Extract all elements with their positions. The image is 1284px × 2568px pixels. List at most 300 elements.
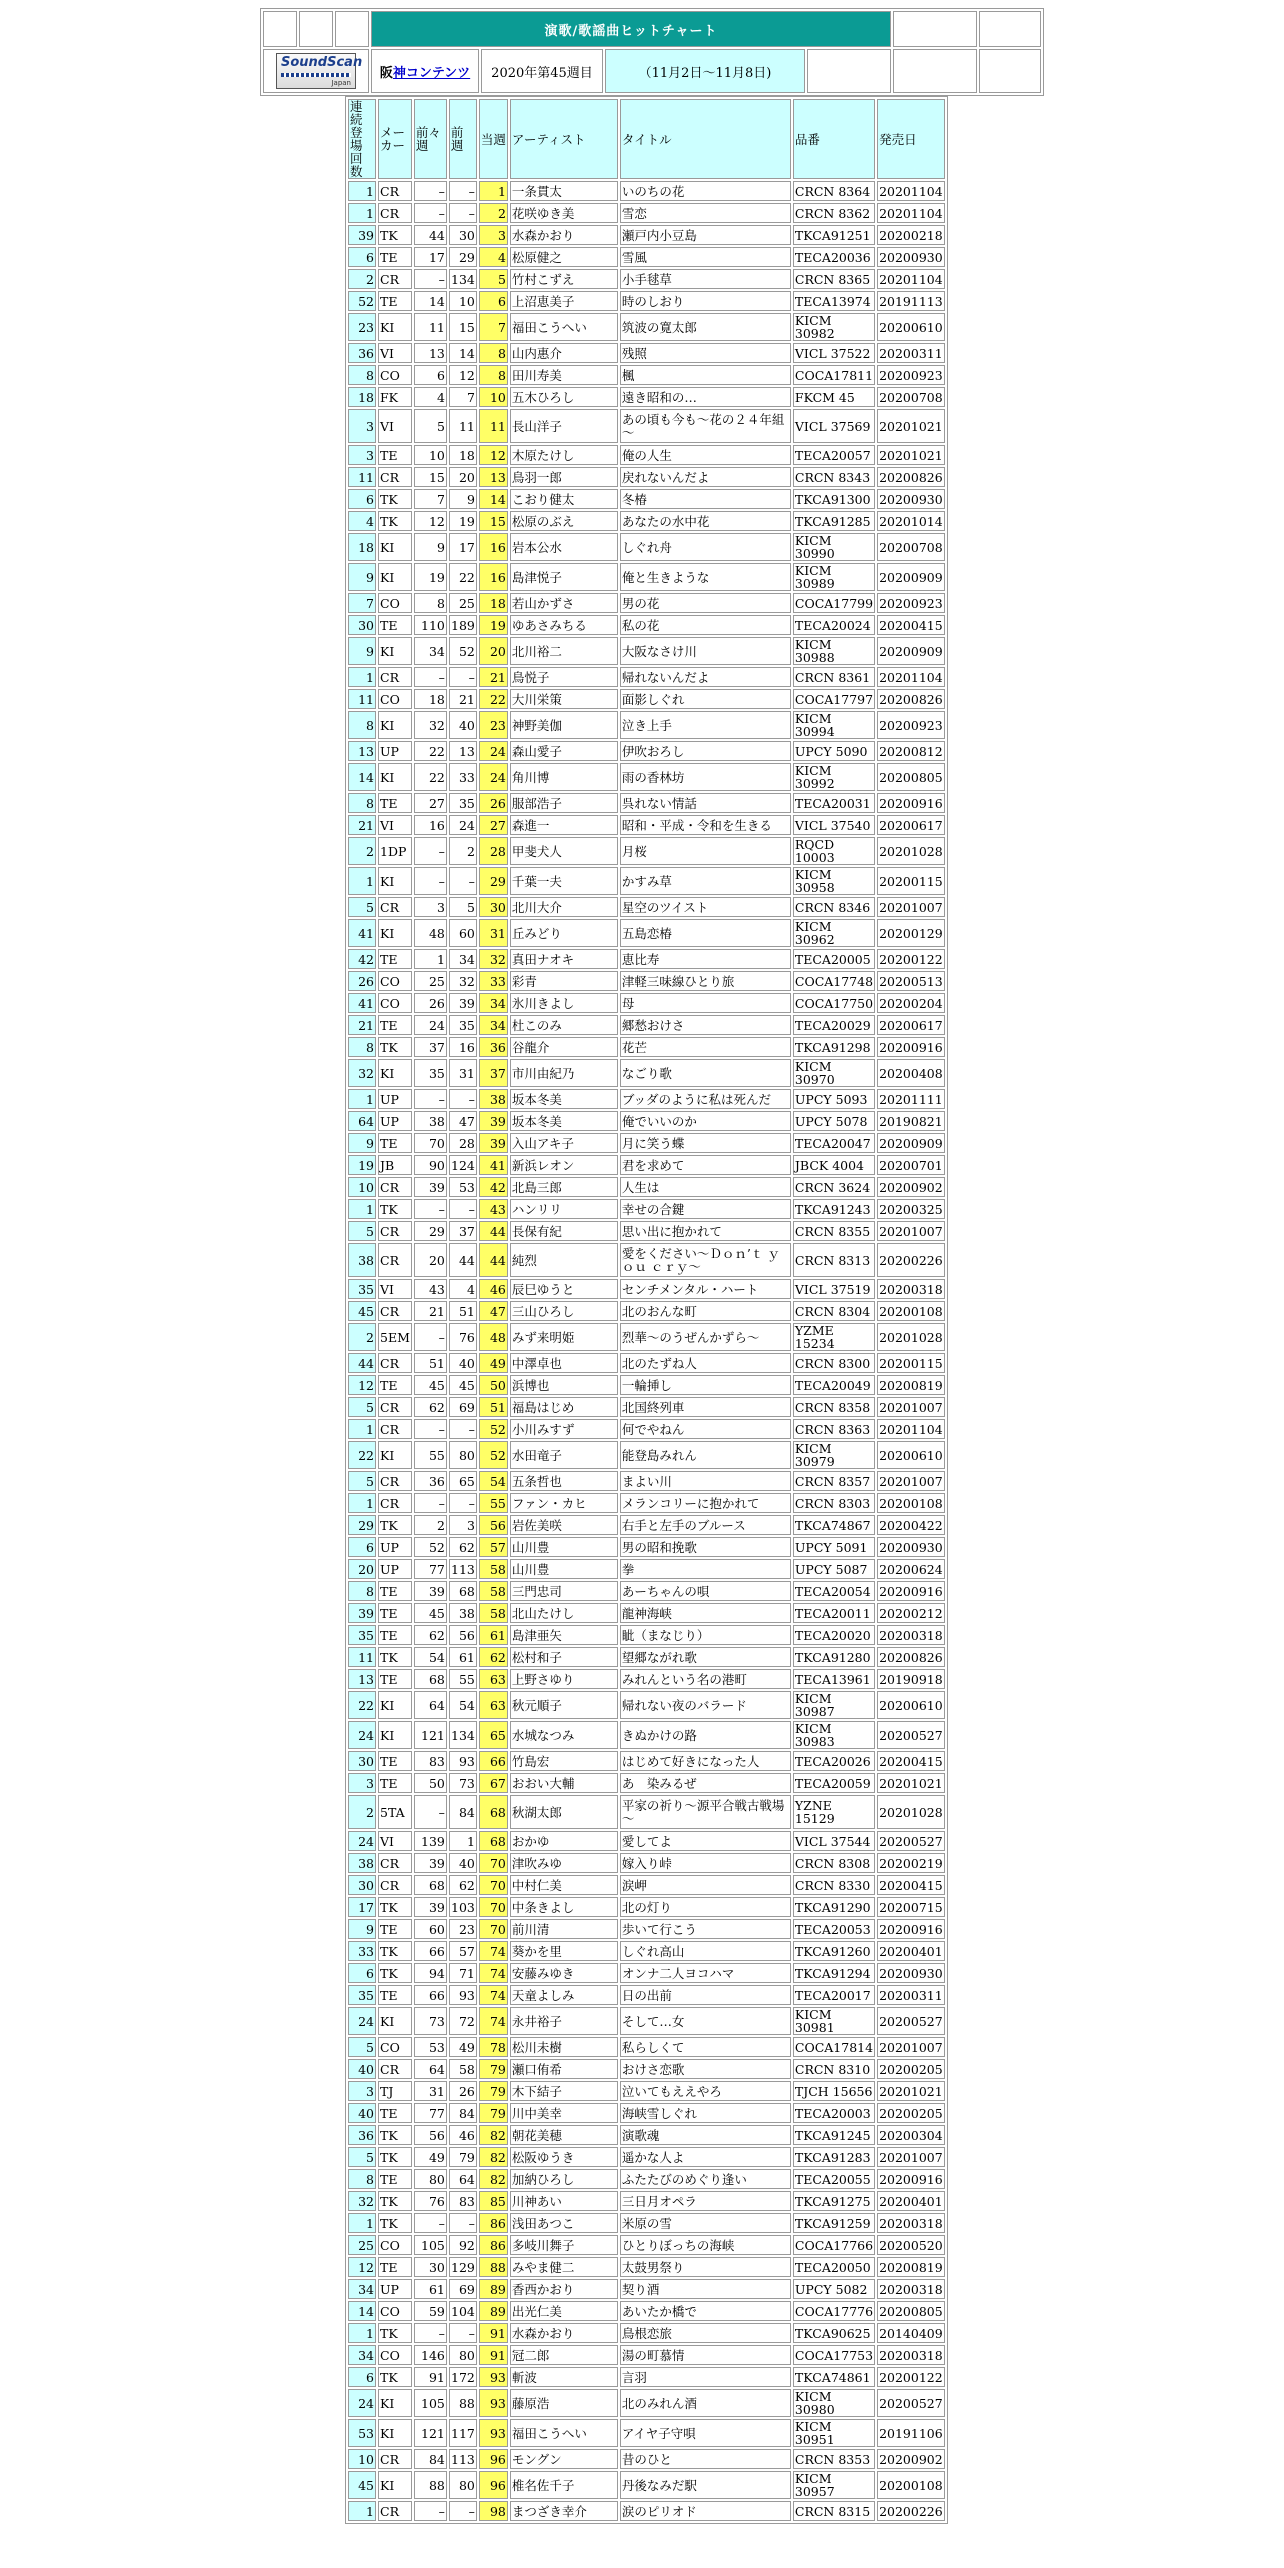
cell-maker: VI: [378, 815, 412, 835]
cell-this-week: 52: [479, 1419, 508, 1439]
cell-maker: CO: [378, 2037, 412, 2057]
cell-catalog: TECA20049: [793, 1375, 875, 1395]
cell-two-weeks-ago: 105: [414, 2235, 447, 2255]
cell-streak: 35: [348, 1279, 376, 1299]
cell-streak: 45: [348, 1301, 376, 1321]
cell-last-week: 34: [449, 949, 477, 969]
cell-two-weeks-ago: 77: [414, 2103, 447, 2123]
cell-streak: 8: [348, 793, 376, 813]
cell-release-date: 20200527: [877, 1831, 945, 1851]
cell-release-date: 20201014: [877, 511, 945, 531]
cell-last-week: 54: [449, 1691, 477, 1719]
cell-title: 昭和・平成・令和を生きる: [620, 815, 791, 835]
cell-artist: 天童よしみ: [510, 1985, 618, 2005]
table-row: [348, 489, 945, 509]
cell-release-date: 20200923: [877, 365, 945, 385]
cell-last-week: 61: [449, 1647, 477, 1667]
table-row: [348, 2301, 945, 2321]
cell-artist: 山川豊: [510, 1537, 618, 1557]
cell-streak: 3: [348, 445, 376, 465]
cell-title: 一輪挿し: [620, 1375, 791, 1395]
cell-this-week: 20: [479, 637, 508, 665]
cell-catalog: TKCA74861: [793, 2367, 875, 2387]
cell-artist: 松川未樹: [510, 2037, 618, 2057]
cell-two-weeks-ago: 45: [414, 1375, 447, 1395]
cell-title: 面影しぐれ: [620, 689, 791, 709]
cell-last-week: 88: [449, 2389, 477, 2417]
cell-catalog: UPCY 5078: [793, 1111, 875, 1131]
table-row: [348, 1603, 945, 1623]
cell-this-week: 74: [479, 2007, 508, 2035]
cell-this-week: 89: [479, 2301, 508, 2321]
cell-streak: 8: [348, 2169, 376, 2189]
header-row: [348, 99, 945, 179]
cell-this-week: 82: [479, 2125, 508, 2145]
cell-two-weeks-ago: 39: [414, 1853, 447, 1873]
cell-streak: 39: [348, 225, 376, 245]
cell-maker: CR: [378, 1875, 412, 1895]
cell-streak: 24: [348, 1721, 376, 1749]
cell-maker: TE: [378, 2169, 412, 2189]
cell-catalog: TECA20031: [793, 793, 875, 813]
table-row: [348, 1853, 945, 1873]
cell-release-date: 20201021: [877, 445, 945, 465]
cell-artist: 真田ナオキ: [510, 949, 618, 969]
table-row: [348, 1111, 945, 1131]
cell-last-week: 23: [449, 1919, 477, 1939]
cell-last-week: 32: [449, 971, 477, 991]
cell-artist: 松原健之: [510, 247, 618, 267]
cell-two-weeks-ago: –: [414, 1493, 447, 1513]
cell-last-week: –: [449, 1419, 477, 1439]
cell-two-weeks-ago: 22: [414, 741, 447, 761]
table-row: [348, 897, 945, 917]
cell-streak: 44: [348, 1353, 376, 1373]
cell-maker: TE: [378, 291, 412, 311]
cell-streak: 36: [348, 2125, 376, 2145]
table-row: [348, 247, 945, 267]
cell-catalog: VICL 37522: [793, 343, 875, 363]
cell-last-week: 9: [449, 489, 477, 509]
cell-two-weeks-ago: 66: [414, 1985, 447, 2005]
cell-streak: 13: [348, 1669, 376, 1689]
table-row: [348, 445, 945, 465]
cell-this-week: 63: [479, 1669, 508, 1689]
cell-streak: 40: [348, 2059, 376, 2079]
cell-release-date: 20200401: [877, 2191, 945, 2211]
cell-title: 雪恋: [620, 203, 791, 223]
table-row: [348, 1353, 945, 1373]
cell-release-date: 20200311: [877, 1985, 945, 2005]
cell-maker: TK: [378, 1647, 412, 1667]
cell-release-date: 20200819: [877, 2257, 945, 2277]
cell-catalog: KICM 30987: [793, 1691, 875, 1719]
cell-artist: 市川由紀乃: [510, 1059, 618, 1087]
cell-maker: TE: [378, 1669, 412, 1689]
cell-two-weeks-ago: 43: [414, 1279, 447, 1299]
cell-release-date: 20200401: [877, 1941, 945, 1961]
cell-streak: 32: [348, 1059, 376, 1087]
cell-catalog: KICM 30983: [793, 1721, 875, 1749]
table-row: [348, 1279, 945, 1299]
cell-catalog: TKCA91300: [793, 489, 875, 509]
cell-two-weeks-ago: 8: [414, 593, 447, 613]
cell-this-week: 47: [479, 1301, 508, 1321]
cell-maker: CR: [378, 269, 412, 289]
cell-this-week: 89: [479, 2279, 508, 2299]
cell-maker: CO: [378, 2345, 412, 2365]
cell-title: そして…女: [620, 2007, 791, 2035]
cell-title: ふたたびのめぐり逢い: [620, 2169, 791, 2189]
cell-two-weeks-ago: 52: [414, 1537, 447, 1557]
cell-title: ブッダのように私は死んだ: [620, 1089, 791, 1109]
cell-this-week: 30: [479, 897, 508, 917]
cell-this-week: 74: [479, 1985, 508, 2005]
table-row: [348, 2103, 945, 2123]
table-row: [348, 1493, 945, 1513]
soundscan-logo: [276, 53, 363, 89]
cell-maker: KI: [378, 533, 412, 561]
cell-release-date: 20200325: [877, 1199, 945, 1219]
cell-title: 歩いて行こう: [620, 1919, 791, 1939]
cell-artist: 氷川きよし: [510, 993, 618, 1013]
cell-last-week: 80: [449, 1441, 477, 1469]
cell-last-week: 47: [449, 1111, 477, 1131]
cell-streak: 8: [348, 1581, 376, 1601]
cell-this-week: 86: [479, 2213, 508, 2233]
cell-title: 星空のツイスト: [620, 897, 791, 917]
cell-last-week: 17: [449, 533, 477, 561]
header-spacer: [893, 49, 977, 93]
cell-two-weeks-ago: 2: [414, 1515, 447, 1535]
cell-this-week: 1: [479, 181, 508, 201]
cell-streak: 6: [348, 1537, 376, 1557]
cell-title: 時のしおり: [620, 291, 791, 311]
cell-streak: 5: [348, 2147, 376, 2167]
cell-last-week: 92: [449, 2235, 477, 2255]
table-row: [348, 1985, 945, 2005]
contents-link[interactable]: 神コンテンツ: [392, 65, 471, 81]
cell-title: 筑波の寛太郎: [620, 313, 791, 341]
cell-artist: 松村和子: [510, 1647, 618, 1667]
cell-title: 男の花: [620, 593, 791, 613]
cell-title: 伊吹おろし: [620, 741, 791, 761]
cell-catalog: COCA17753: [793, 2345, 875, 2365]
cell-this-week: 24: [479, 741, 508, 761]
cell-maker: UP: [378, 1089, 412, 1109]
cell-artist: 長山洋子: [510, 409, 618, 443]
cell-maker: TE: [378, 1015, 412, 1035]
cell-two-weeks-ago: 31: [414, 2081, 447, 2101]
cell-this-week: 6: [479, 291, 508, 311]
cell-two-weeks-ago: 17: [414, 247, 447, 267]
cell-maker: KI: [378, 2471, 412, 2499]
col-two-weeks-ago: 前々週: [414, 99, 447, 179]
cell-artist: 三門忠司: [510, 1581, 618, 1601]
table-row: [348, 225, 945, 245]
cell-catalog: CRCN 8310: [793, 2059, 875, 2079]
cell-maker: UP: [378, 741, 412, 761]
cell-artist: 小川みすず: [510, 1419, 618, 1439]
cell-two-weeks-ago: 13: [414, 343, 447, 363]
cell-artist: ファン・カヒ: [510, 1493, 618, 1513]
table-row: [348, 1133, 945, 1153]
table-row: [348, 1831, 945, 1851]
cell-this-week: 5: [479, 269, 508, 289]
cell-artist: 香西かおり: [510, 2279, 618, 2299]
cell-artist: 彩青: [510, 971, 618, 991]
cell-artist: 五条哲也: [510, 1471, 618, 1491]
cell-release-date: 20200909: [877, 1133, 945, 1153]
cell-last-week: 69: [449, 2279, 477, 2299]
header-table: [260, 8, 1044, 96]
cell-this-week: 65: [479, 1721, 508, 1749]
cell-this-week: 79: [479, 2059, 508, 2079]
cell-title: 母: [620, 993, 791, 1013]
cell-two-weeks-ago: 10: [414, 445, 447, 465]
table-row: [348, 1177, 945, 1197]
cell-two-weeks-ago: 91: [414, 2367, 447, 2387]
cell-two-weeks-ago: 59: [414, 2301, 447, 2321]
cell-streak: 64: [348, 1111, 376, 1131]
cell-streak: 1: [348, 667, 376, 687]
cell-this-week: 2: [479, 203, 508, 223]
cell-last-week: 104: [449, 2301, 477, 2321]
cell-streak: 39: [348, 1603, 376, 1623]
cell-streak: 23: [348, 313, 376, 341]
cell-catalog: TECA20017: [793, 1985, 875, 2005]
col-catalog: 品番: [793, 99, 875, 179]
cell-release-date: 20200122: [877, 2367, 945, 2387]
cell-title: 北のたずね人: [620, 1353, 791, 1373]
cell-streak: 1: [348, 1199, 376, 1219]
cell-last-week: 13: [449, 741, 477, 761]
cell-last-week: 39: [449, 993, 477, 1013]
cell-last-week: 134: [449, 1721, 477, 1749]
cell-release-date: 20201028: [877, 1323, 945, 1351]
cell-catalog: VICL 37540: [793, 815, 875, 835]
cell-catalog: UPCY 5082: [793, 2279, 875, 2299]
cell-artist: 川神あい: [510, 2191, 618, 2211]
cell-streak: 1: [348, 1089, 376, 1109]
cell-streak: 5: [348, 1221, 376, 1241]
cell-artist: 大川栄策: [510, 689, 618, 709]
cell-artist: 若山かずさ: [510, 593, 618, 613]
cell-two-weeks-ago: 34: [414, 637, 447, 665]
cell-last-week: 40: [449, 1353, 477, 1373]
table-row: [348, 1419, 945, 1439]
cell-release-date: 20200930: [877, 1537, 945, 1557]
table-row: [348, 1301, 945, 1321]
cell-release-date: 20200610: [877, 313, 945, 341]
cell-maker: 1DP: [378, 837, 412, 865]
cell-this-week: 44: [479, 1221, 508, 1241]
cell-title: あーちゃんの唄: [620, 1581, 791, 1601]
cell-release-date: 20140409: [877, 2323, 945, 2343]
cell-this-week: 93: [479, 2389, 508, 2417]
cell-catalog: TKCA91275: [793, 2191, 875, 2211]
cell-release-date: 20200826: [877, 467, 945, 487]
cell-two-weeks-ago: 1: [414, 949, 447, 969]
cell-release-date: 20201021: [877, 2081, 945, 2101]
cell-last-week: –: [449, 181, 477, 201]
cell-catalog: VICL 37519: [793, 1279, 875, 1299]
cell-title: オンナ二人ヨコハマ: [620, 1963, 791, 1983]
cell-artist: 一条貫太: [510, 181, 618, 201]
table-row: [348, 1037, 945, 1057]
cell-artist: 水森かおり: [510, 225, 618, 245]
cell-title: 右手と左手のブルース: [620, 1515, 791, 1535]
cell-streak: 5: [348, 1471, 376, 1491]
cell-artist: 中澤卓也: [510, 1353, 618, 1373]
table-row: [348, 637, 945, 665]
cell-title: 帰れないんだよ: [620, 667, 791, 687]
cell-maker: VI: [378, 409, 412, 443]
cell-artist: 木原たけし: [510, 445, 618, 465]
cell-this-week: 96: [479, 2471, 508, 2499]
cell-artist: 秋湖太郎: [510, 1795, 618, 1829]
cell-release-date: 20200624: [877, 1559, 945, 1579]
cell-catalog: KICM 30958: [793, 867, 875, 895]
cell-catalog: UPCY 5093: [793, 1089, 875, 1109]
cell-two-weeks-ago: –: [414, 269, 447, 289]
cell-last-week: 73: [449, 1773, 477, 1793]
cell-release-date: 20201104: [877, 181, 945, 201]
cell-last-week: 30: [449, 225, 477, 245]
cell-this-week: 34: [479, 1015, 508, 1035]
cell-last-week: 83: [449, 2191, 477, 2211]
cell-release-date: 20200226: [877, 2501, 945, 2521]
cell-maker: CR: [378, 1221, 412, 1241]
cell-streak: 26: [348, 971, 376, 991]
cell-two-weeks-ago: 12: [414, 511, 447, 531]
cell-two-weeks-ago: –: [414, 2323, 447, 2343]
table-row: [348, 533, 945, 561]
table-row: [348, 1323, 945, 1351]
table-row: [348, 2191, 945, 2211]
cell-artist: 冠二郎: [510, 2345, 618, 2365]
table-row: [348, 409, 945, 443]
cell-artist: 辰巳ゆうと: [510, 1279, 618, 1299]
cell-catalog: CRCN 8308: [793, 1853, 875, 1873]
cell-two-weeks-ago: 39: [414, 1581, 447, 1601]
cell-this-week: 15: [479, 511, 508, 531]
cell-artist: おおい大輔: [510, 1773, 618, 1793]
cell-title: みれんという名の港町: [620, 1669, 791, 1689]
col-release-date: 発売日: [877, 99, 945, 179]
cell-this-week: 93: [479, 2419, 508, 2447]
cell-artist: 五木ひろし: [510, 387, 618, 407]
table-row: [348, 949, 945, 969]
cell-release-date: 20200610: [877, 1691, 945, 1719]
cell-this-week: 55: [479, 1493, 508, 1513]
table-row: [348, 615, 945, 635]
table-row: [348, 1669, 945, 1689]
cell-this-week: 96: [479, 2449, 508, 2469]
cell-release-date: 20201021: [877, 409, 945, 443]
cell-maker: TE: [378, 1751, 412, 1771]
table-row: [348, 741, 945, 761]
cell-release-date: 20201104: [877, 667, 945, 687]
cell-streak: 2: [348, 269, 376, 289]
cell-maker: TK: [378, 2191, 412, 2211]
cell-release-date: 20201007: [877, 1221, 945, 1241]
cell-streak: 30: [348, 615, 376, 635]
cell-two-weeks-ago: 64: [414, 1691, 447, 1719]
cell-streak: 5: [348, 2037, 376, 2057]
cell-title: 北の灯り: [620, 1897, 791, 1917]
cell-two-weeks-ago: 15: [414, 467, 447, 487]
cell-title: なごり歌: [620, 1059, 791, 1087]
cell-maker: KI: [378, 2389, 412, 2417]
table-row: [348, 1751, 945, 1771]
cell-release-date: 20201007: [877, 2037, 945, 2057]
cell-maker: VI: [378, 1279, 412, 1299]
cell-artist: 水城なつみ: [510, 1721, 618, 1749]
cell-streak: 5: [348, 897, 376, 917]
cell-streak: 5: [348, 1397, 376, 1417]
cell-maker: KI: [378, 1059, 412, 1087]
cell-last-week: 20: [449, 467, 477, 487]
cell-release-date: 20200923: [877, 593, 945, 613]
cell-two-weeks-ago: 36: [414, 1471, 447, 1491]
cell-artist: 三山ひろし: [510, 1301, 618, 1321]
cell-maker: VI: [378, 1831, 412, 1851]
cell-last-week: 93: [449, 1751, 477, 1771]
cell-two-weeks-ago: 21: [414, 1301, 447, 1321]
cell-streak: 38: [348, 1853, 376, 1873]
cell-catalog: TECA20020: [793, 1625, 875, 1645]
cell-streak: 10: [348, 1177, 376, 1197]
cell-artist: 北川大介: [510, 897, 618, 917]
cell-catalog: TKCA74867: [793, 1515, 875, 1535]
table-row: [348, 1773, 945, 1793]
cell-two-weeks-ago: 62: [414, 1625, 447, 1645]
cell-title: 海峡雪しぐれ: [620, 2103, 791, 2123]
cell-maker: TJ: [378, 2081, 412, 2101]
cell-streak: 36: [348, 343, 376, 363]
cell-streak: 6: [348, 2367, 376, 2387]
cell-catalog: KICM 30994: [793, 711, 875, 739]
cell-two-weeks-ago: 105: [414, 2389, 447, 2417]
cell-maker: KI: [378, 2007, 412, 2035]
cell-last-week: 51: [449, 1301, 477, 1321]
cell-streak: 17: [348, 1897, 376, 1917]
cell-maker: KI: [378, 2419, 412, 2447]
cell-this-week: 34: [479, 993, 508, 1013]
cell-title: 月に笑う蝶: [620, 1133, 791, 1153]
cell-this-week: 58: [479, 1603, 508, 1623]
cell-this-week: 86: [479, 2235, 508, 2255]
table-row: [348, 2257, 945, 2277]
cell-streak: 11: [348, 689, 376, 709]
cell-this-week: 38: [479, 1089, 508, 1109]
cell-two-weeks-ago: 6: [414, 365, 447, 385]
table-row: [348, 867, 945, 895]
week-label: 2020年第45週目: [481, 49, 603, 93]
table-row: [348, 1581, 945, 1601]
cell-streak: 22: [348, 1441, 376, 1469]
cell-last-week: 49: [449, 2037, 477, 2057]
cell-streak: 1: [348, 181, 376, 201]
table-row: [348, 971, 945, 991]
table-row: [348, 993, 945, 1013]
cell-artist: みやま健二: [510, 2257, 618, 2277]
cell-two-weeks-ago: 3: [414, 897, 447, 917]
cell-catalog: TKCA91251: [793, 225, 875, 245]
cell-artist: 純烈: [510, 1243, 618, 1277]
cell-artist: 岩佐美咲: [510, 1515, 618, 1535]
